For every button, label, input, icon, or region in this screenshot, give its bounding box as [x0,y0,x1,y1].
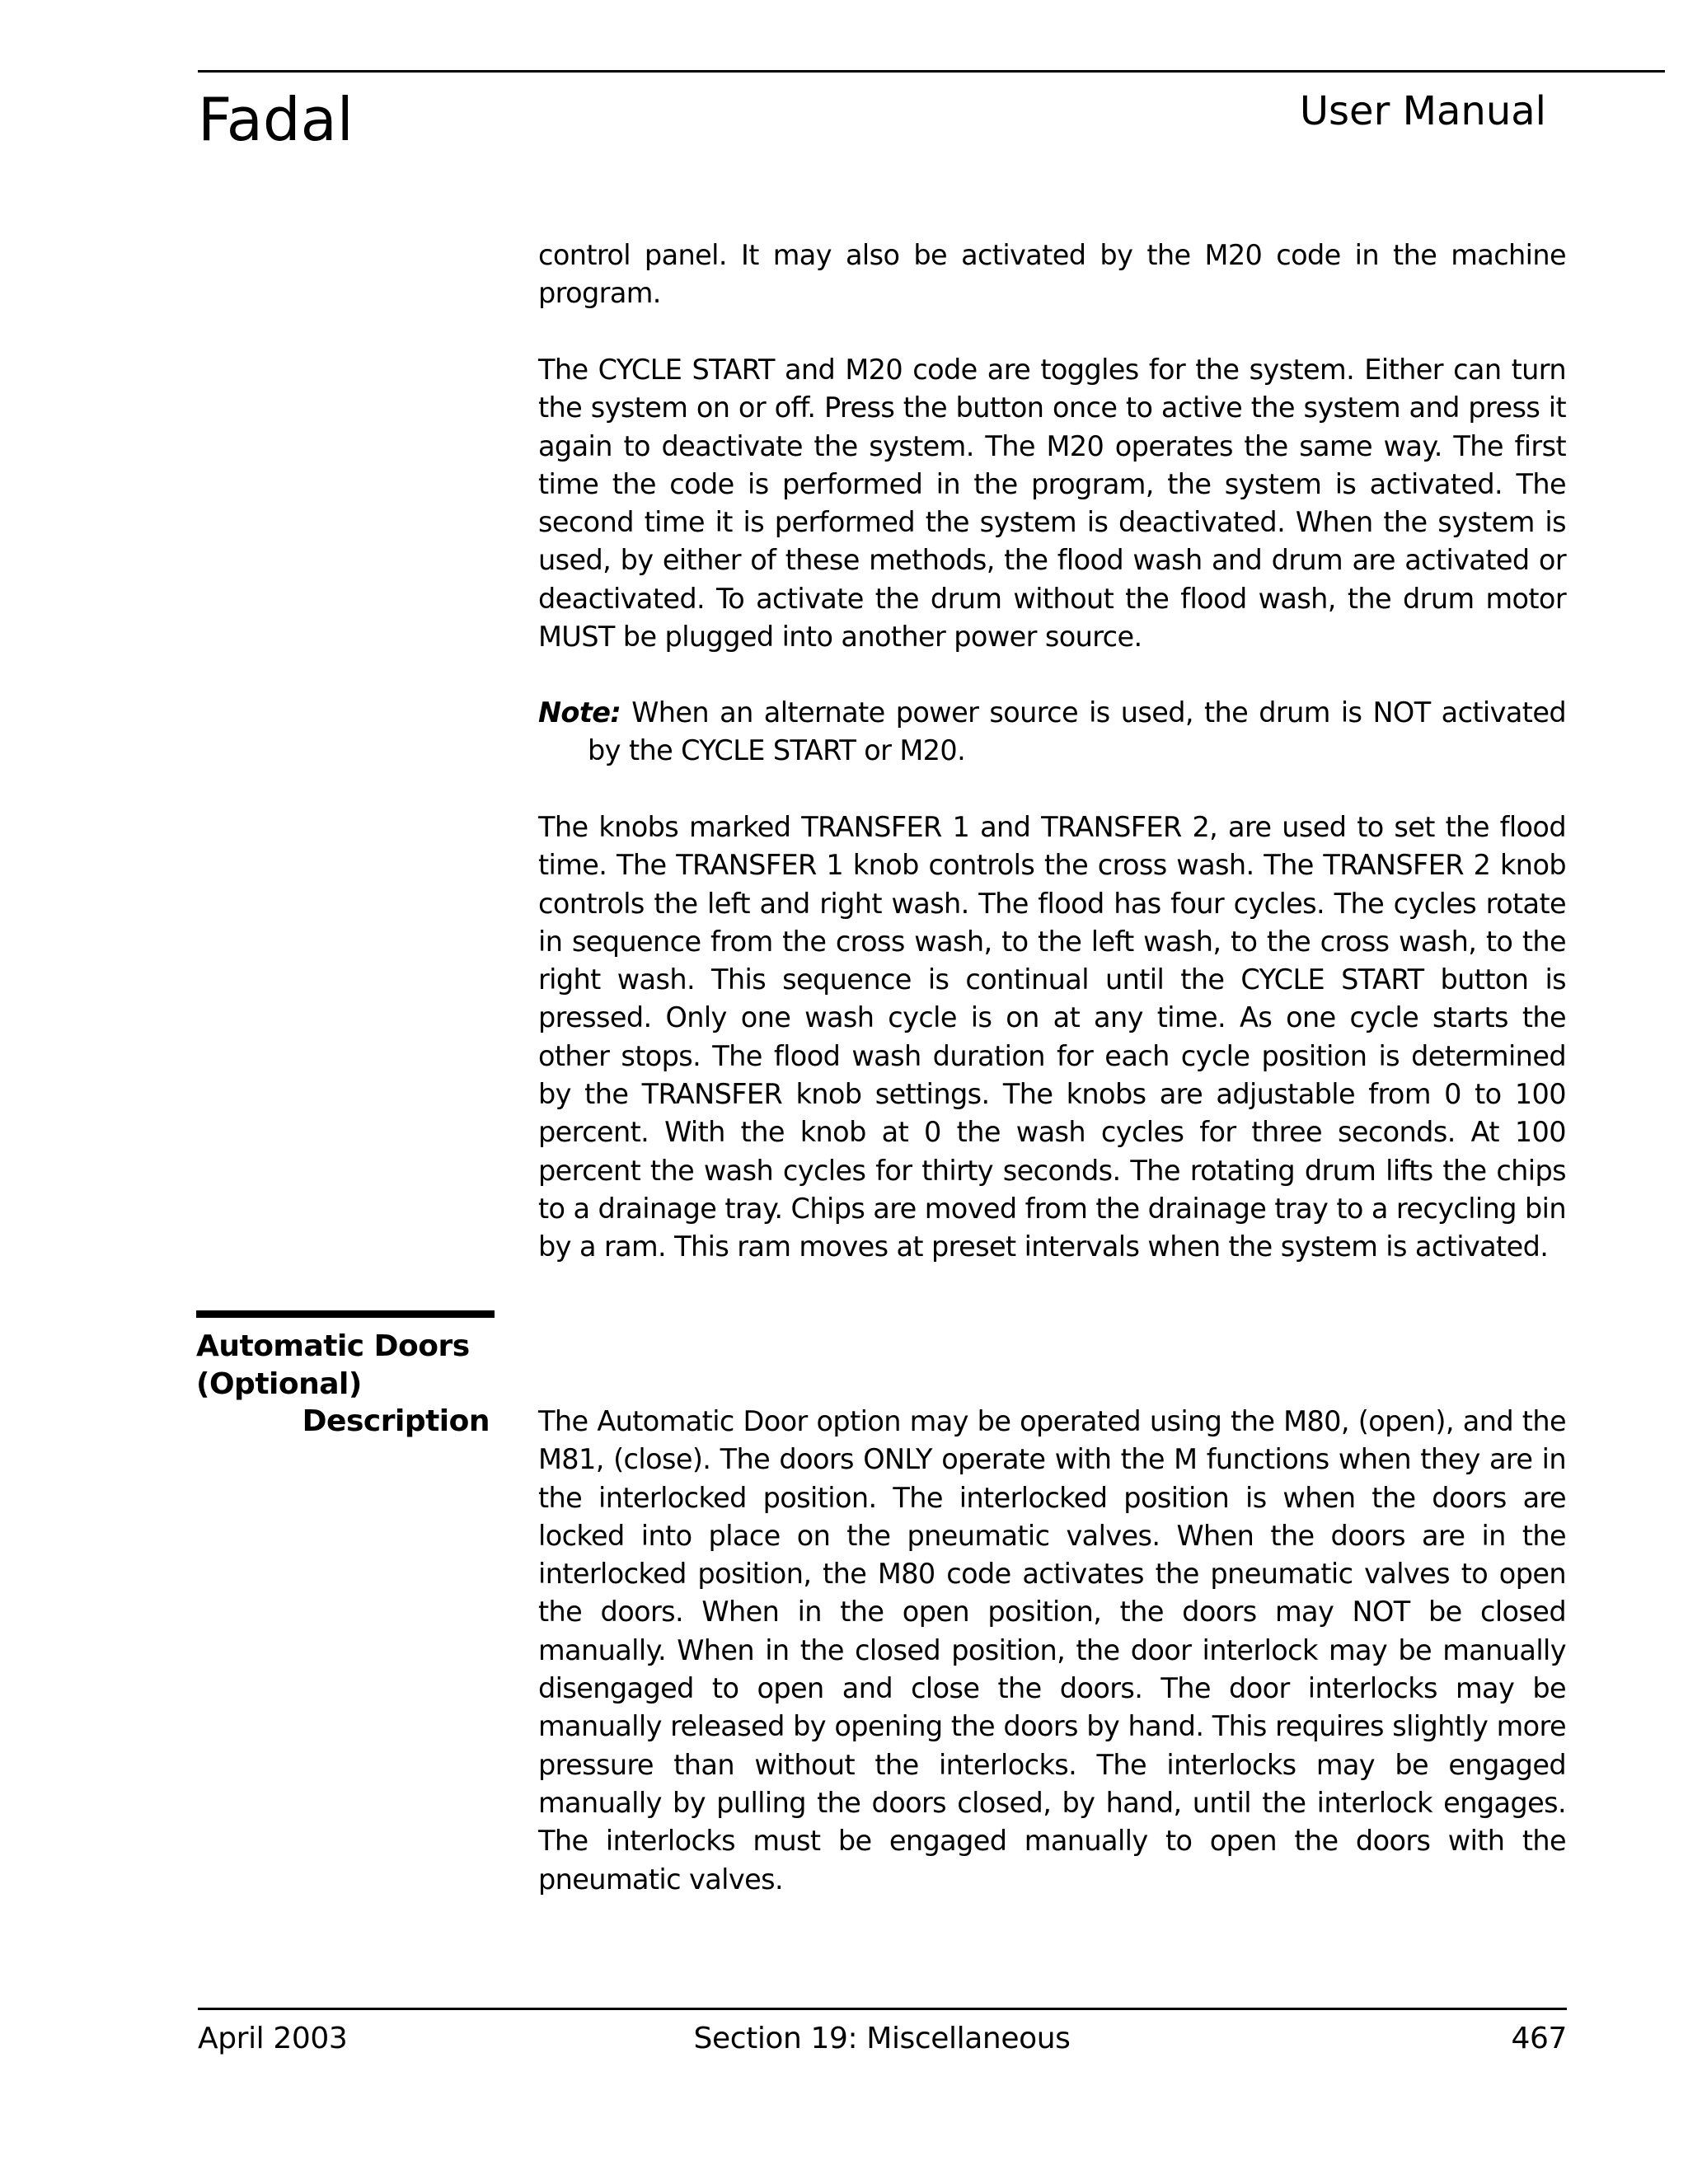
footer-rule [198,2008,1567,2010]
brand-name: Fadal [198,85,354,154]
note-text: When an alternate power source is used, the drum is NOT activated by the CYCLE START or M20. [588,696,1566,767]
manual-title: User Manual [1299,88,1546,134]
section-paragraph [538,1403,1566,1899]
section-heading [196,1328,470,1404]
note-paragraph [538,694,1566,771]
paragraph-text: The CYCLE START and M20 code are toggles for the system. Either can turn the system on or off. Press the button once to active the system and press it again to deactivate the system. The M20 operates the same way. The first time the code is performed in the program, the system is activated. The second time it is performed the system is deactivated. When the system is used, by either of these methods, the flood wash and drum are activated or deactivated. To activate the drum without the flood wash, the drum motor MUST be plugged into another power source. [538,354,1566,654]
paragraph-text: control panel. It may also be activated by the M20 code in the machine program. [538,239,1566,310]
footer-date: April 2003 [198,2022,348,2055]
section-rule [196,1310,495,1318]
body-paragraph-1 [538,237,1566,313]
body-paragraph-3 [538,808,1566,1267]
note-label: Note: [538,696,621,729]
page-number: 467 [1511,2022,1567,2055]
paragraph-text: The Automatic Door option may be operated using the M80, (open), and the M81, (close). The doors ONLY operate with the M functions when they are in the interlocked position. The interlocked position is when the doors are locked into place on the pneumatic valves. When the doors are in the interlocked position, the M80 code activates the pneumatic valves to open the doors. When in the open position, the doors may NOT be closed manually. When in the closed position, the door interlock may be manually disengaged to open and close the doors. The door interlocks may be manually released by opening the doors by hand. This requires slightly more pressure than without the interlocks. The interlocks may be engaged manually by pulling the doors closed, by hand, until the interlock engages. The interlocks must be engaged manually to open the doors with the pneumatic valves. [538,1405,1566,1896]
section-heading-line-2: (Optional) [196,1367,362,1401]
header-rule [198,70,1665,73]
section-subheading: Description [302,1404,490,1438]
paragraph-text: The knobs marked TRANSFER 1 and TRANSFER 2, are used to set the flood time. The TRANSFER 1 knob controls the cross wash. The TRANSFER 2 knob controls the left and right wash. The flood has four cycles. The cycles rotate in sequence from the cross wash, to the left wash, to the cross wash, to the right wash. This sequence is continual until the CYCLE START button is pressed. Only one wash cycle is on at any time. As one cycle starts the other stops. The flood wash duration for each cycle position is determined by the TRANSFER knob settings. The knobs are adjustable from 0 to 100 percent. With the knob at 0 the wash cycles for three seconds. At 100 percent the wash cycles for thirty seconds. The rotating drum lifts the chips to a drainage tray. Chips are moved from the drainage tray to a recycling bin by a ram. This ram moves at preset intervals when the system is activated. [538,811,1566,1263]
section-heading-line-1: Automatic Doors [196,1329,470,1363]
body-paragraph-2 [538,351,1566,656]
note-block [538,694,1566,771]
footer-section: Section 19: Miscellaneous [693,2022,1071,2055]
